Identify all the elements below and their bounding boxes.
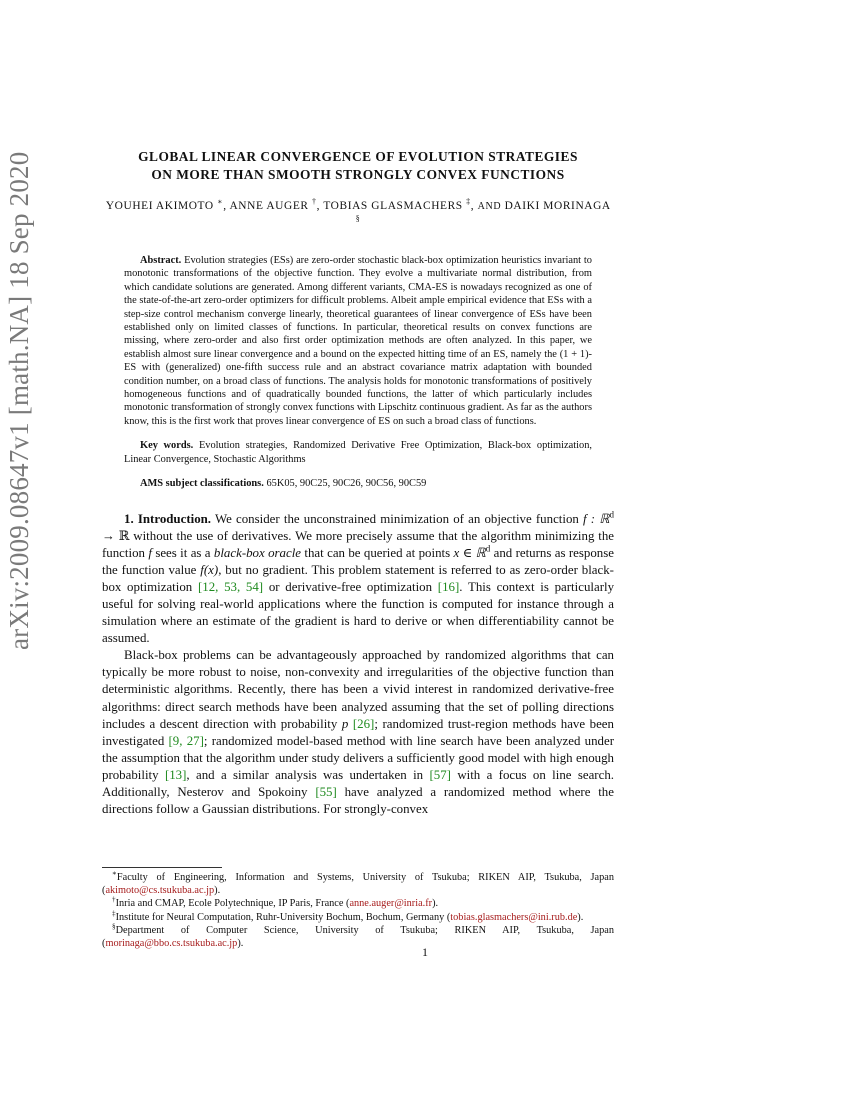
ams-label: AMS subject classifications. (140, 478, 264, 490)
footnote-text: ). (237, 937, 244, 949)
text-span: , and a similar analysis was undertaken in (186, 767, 424, 782)
text-span: or derivative-free optimization (268, 579, 433, 594)
paper-front-matter (102, 148, 614, 818)
section-heading: 1. Introduction. (124, 511, 212, 526)
author-list: YOUHEI AKIMOTO ∗, ANNE AUGER †, TOBIAS GLASMACHERS ‡, AND DAIKI MORINAGA § (105, 197, 611, 224)
ams-text: 65K05, 90C25, 90C26, 90C56, 90C59 (266, 478, 427, 490)
footnotes (102, 867, 614, 952)
footnote-text: Institute for Neural Computation, Ruhr-University Bochum, Bochum, Germany ( (115, 911, 451, 923)
keywords (124, 439, 592, 466)
author-footnote-mark[interactable]: ∗ (217, 197, 224, 207)
author-conjunction: AND (477, 201, 502, 212)
footnote-mark: ‡ (112, 909, 116, 918)
footnote (102, 909, 614, 925)
text-span: . This context is particularly useful for solving real-world applications where the function is computed for instance through a simulation where an estimate of the gradient is hard to derive or when differentiability cannot be assumed. (102, 579, 615, 646)
text-span: ; randomized trust-region methods have been investigated (102, 716, 614, 748)
text-span: have analyzed a randomized method where the directions follow a Gaussian distributions. For strongly-convex (102, 785, 614, 817)
author-name: TOBIAS GLASMACHERS (323, 200, 463, 212)
email-link[interactable]: anne.auger@inria.fr (349, 898, 433, 910)
paper-title (102, 148, 614, 184)
author-footnote-mark[interactable]: † (312, 197, 317, 207)
author-footnote-mark[interactable]: § (355, 214, 361, 224)
math-superscript: d (485, 543, 491, 554)
footnote (102, 869, 614, 897)
footnote-text: ). (577, 911, 584, 923)
citation-link[interactable]: [16] (437, 579, 460, 594)
math-expression: f : ℝ (583, 511, 610, 526)
footnote-text: ). (432, 898, 439, 910)
text-span: with a focus on line search. Additionally, Nesterov and Spokoiny (102, 767, 614, 799)
text-span: Black-box problems can be advantageously approached by randomized algorithms that can typically be more robust to noise, non-convexity and irregularities of the objective function than deterministic algorithms. Recently, there has been a vivid interest in randomized derivative-free algorithms: direct search methods have been analyzed assuming that the set of polling directions includes a descent direction with probability (102, 648, 614, 731)
text-span: ; randomized model-based method with line search have been analyzed under the assumption that the algorithm under study delivers a sufficiently good model with high enough probability (102, 733, 614, 782)
abstract-label: Abstract. (140, 255, 182, 266)
footnote-text: Inria and CMAP, Ecole Polytechnique, IP Paris, France ( (115, 898, 350, 910)
author-footnote-mark[interactable]: ‡ (466, 197, 471, 207)
math-superscript: d (609, 509, 614, 520)
text-span: , but no gradient. This problem statement is referred to as zero-order black-box optimization (102, 562, 614, 594)
math-expression: f (148, 545, 152, 560)
keywords-label: Key words. (140, 440, 194, 452)
text-span: We consider the unconstrained minimization of an objective function (214, 511, 579, 526)
citation-link[interactable]: [12, 53, 54] (197, 579, 264, 594)
introduction-section (102, 511, 614, 819)
math-expression: f(x) (200, 562, 219, 577)
email-link[interactable]: akimoto@cs.tsukuba.ac.jp (105, 884, 215, 896)
author-name: ANNE AUGER (229, 200, 309, 212)
footnote-divider (102, 867, 222, 868)
footnote-mark: ∗ (112, 869, 117, 878)
intro-paragraph-2 (102, 647, 614, 818)
math-expression: x ∈ ℝ (453, 545, 486, 560)
intro-paragraph-1 (102, 511, 614, 648)
email-link[interactable]: morinaga@bbo.cs.tsukuba.ac.jp (105, 937, 238, 949)
emphasis-text: black-box oracle (213, 545, 302, 560)
abstract-text: Evolution strategies (ESs) are zero-order stochastic black-box optimization heuristics invariant to monotonic transformations of the objective function. They evolve a multivariate normal distribution, from which candidate solutions are generated. Among different variants, CMA-ES is nowadays recognized as one of the state-of-the-art zero-order optimizers for difficult problems. Albeit ample empirical evidence that ESs with a step-size control mechanism converge linearly, theoretical guarantees of linear convergence of ESs have been established only on limited classes of functions. In particular, theoretical results on convex functions are missing, where zero-order and also first order optimization methods are often analyzed. In this paper, we establish almost sure linear convergence and a bound on the expected hitting time of an ES, namely the (1 + 1)-ES with (generalized) one-fifth success rule and an abstract covariance matrix adaptation with bounded condition number, on a broad class of functions. The analysis holds for monotonic transformations of positively homogeneous functions and of quadratically bounded functions, the latter of which particularly includes monotonic transformation of strongly convex functions with Lipschitz continuous gradient. As far as the authors know, this is the first work that proves linear convergence of ES on such a broad class of functions. (124, 255, 592, 427)
footnote-text: Faculty of Engineering, Information and Systems, University of Tsukuba; RIKEN AIP, Tsukuba, Japan ( (102, 872, 614, 896)
math-expression: p (341, 716, 349, 731)
title-line-2: ON MORE THAN SMOOTH STRONGLY CONVEX FUNCTIONS (151, 167, 565, 182)
author-name: YOUHEI AKIMOTO (105, 200, 214, 212)
text-span: that can be queried at points (304, 545, 451, 560)
footnote (102, 895, 614, 911)
email-link[interactable]: tobias.glasmachers@ini.rub.de (450, 911, 578, 923)
author-name: DAIKI MORINAGA (504, 200, 611, 212)
footnote-mark: § (112, 922, 116, 931)
footnote-text: Department of Computer Science, University of Tsukuba; RIKEN AIP, Tsukuba, Japan ( (102, 925, 614, 949)
citation-link[interactable]: [13] (164, 767, 187, 782)
citation-link[interactable]: [26] (352, 716, 375, 731)
ams-classifications (124, 477, 592, 490)
footnote-text: ). (214, 884, 221, 896)
text-span: → ℝ without the use of derivatives. We more precisely assume that the algorithm minimizing the function (102, 528, 614, 560)
abstract (124, 254, 592, 428)
text-span: sees it as a (155, 545, 211, 560)
footnote-mark: † (112, 895, 116, 904)
page-number: 1 (422, 945, 428, 959)
citation-link[interactable]: [55] (315, 785, 337, 799)
title-line-1: GLOBAL LINEAR CONVERGENCE OF EVOLUTION STRATEGIES (138, 149, 578, 164)
text-span: and returns as response the function value (102, 545, 614, 577)
keywords-text: Evolution strategies, Randomized Derivative Free Optimization, Black-box optimization, Linear Convergence, Stochastic Algorithms (124, 440, 592, 465)
arxiv-identifier-stamp: arXiv:2009.08647v1 [math.NA] 18 Sep 2020 (4, 151, 34, 650)
citation-link[interactable]: [9, 27] (168, 733, 204, 748)
citation-link[interactable]: [57] (429, 767, 451, 782)
